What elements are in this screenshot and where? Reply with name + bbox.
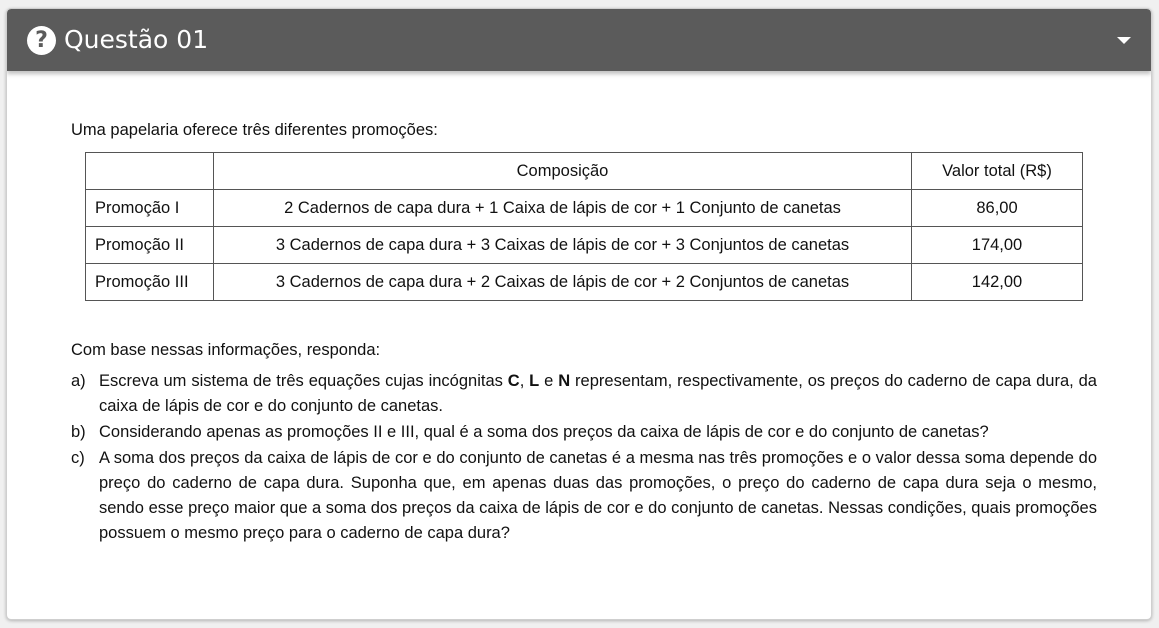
question-card [6,8,1152,620]
promotion-value: 86,00 [912,190,1083,227]
item-text-part: Escreva um sistema de três equações cujas incógnitas [99,372,508,390]
promotion-label: Promoção III [86,264,214,301]
promotion-value: 142,00 [912,264,1083,301]
item-marker: a) [71,372,86,390]
variable-l: L [529,372,540,390]
question-item-a [71,369,1097,419]
question-body [71,119,1101,547]
table-row [86,190,1083,227]
item-text-part: , [519,372,530,390]
table-header-row [86,153,1083,190]
table-row [86,264,1083,301]
question-items [71,369,1097,546]
item-text [99,369,1097,419]
promotion-label: Promoção I [86,190,214,227]
promotion-composition: 2 Cadernos de capa dura + 1 Caixa de lápis de cor + 1 Conjunto de canetas [214,190,912,227]
question-circle-icon: ? [27,26,56,55]
question-item-b [71,420,1097,445]
question-title: Questão 01 [64,25,209,54]
question-item-c [71,446,1097,546]
column-header-value: Valor total (R$) [912,153,1083,190]
promotion-label: Promoção II [86,227,214,264]
question-header[interactable] [7,9,1151,71]
chevron-down-icon[interactable] [1117,37,1131,44]
question-prompt: Com base nessas informações, responda: [71,341,381,359]
promotion-composition: 3 Cadernos de capa dura + 2 Caixas de lápis de cor + 2 Conjuntos de canetas [214,264,912,301]
promotion-composition: 3 Cadernos de capa dura + 3 Caixas de lápis de cor + 3 Conjuntos de canetas [214,227,912,264]
promotion-value: 174,00 [912,227,1083,264]
item-text: Considerando apenas as promoções II e III, qual é a soma dos preços da caixa de lápis de cor e do conjunto de canetas? [99,423,989,441]
item-text-part: representam, respectivamente, os preços do caderno de capa dura, da caixa de lápis de cor e do conjunto de canetas. [99,372,1097,415]
column-header-composition: Composição [214,153,912,190]
table-row [86,227,1083,264]
variable-c: C [507,372,520,390]
column-header-label [86,153,214,190]
item-text: A soma dos preços da caixa de lápis de cor e do conjunto de canetas é a mesma nas três promoções e o valor dessa soma depende do preço do caderno de capa dura. Suponha que, em apenas duas das promoções, o preço do caderno de capa dura seja o mesmo, sendo esse preço maior que a soma dos preços da caixa de lápis de cor e do conjunto de canetas. Nessas condições, quais promoções possuem o mesmo preço para o caderno de capa dura? [99,449,1097,542]
item-marker: b) [71,423,86,441]
question-intro: Uma papelaria oferece três diferentes promoções: [71,121,438,139]
item-text-part: e [539,372,559,390]
promotions-table [85,152,1083,301]
variable-n: N [558,372,571,390]
item-marker: c) [71,449,85,467]
